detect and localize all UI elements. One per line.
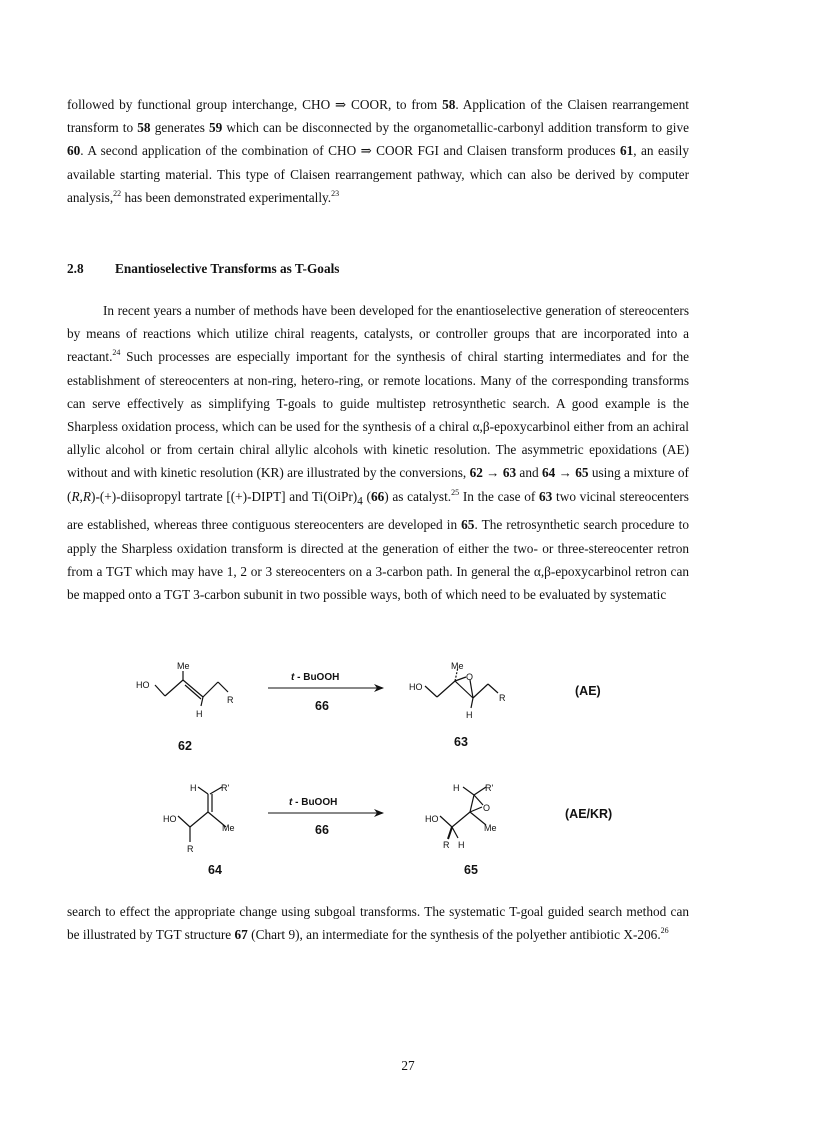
- compound-ref: 65: [575, 465, 589, 481]
- text-run: using a mixture of (: [67, 465, 689, 504]
- text-run: followed by functional group interchange, CHO ⇒ COOR, to from: [67, 97, 443, 112]
- section-number: 2.8: [67, 261, 84, 276]
- atom-ho: HO: [409, 682, 423, 692]
- atom-h: H: [196, 709, 203, 719]
- atom-h: H: [453, 783, 460, 793]
- text-run: has been demonstrated experimentally.: [121, 189, 332, 205]
- paragraph-enantioselective: [67, 299, 689, 606]
- footnote-ref: 25: [451, 487, 460, 497]
- structure-64: [178, 787, 226, 842]
- italic-run: R,R: [71, 488, 92, 504]
- compound-ref: 67: [234, 927, 248, 943]
- atom-h: H: [466, 710, 473, 720]
- structure-63: [425, 667, 498, 708]
- atom-o: O: [466, 672, 474, 682]
- reaction-tag-ae-kr: (AE/KR): [565, 807, 613, 821]
- reagent-label-1: t - BuOOH: [291, 672, 340, 683]
- atom-r: R: [187, 844, 194, 854]
- text-run: In recent years a number of methods have been developed for the enantioselective generation of stereocenters by means of reactions which utilize chiral reagents, catalysts, or controller groups that are incorporated into a reactant.: [67, 303, 689, 365]
- catalyst-label-2: 66: [315, 823, 329, 837]
- structure-65: [440, 787, 486, 839]
- text-run: which can be disconnected by the organometallic-carbonyl addition transform to give: [222, 120, 690, 136]
- text-run: . Application of the Claisen rearrangement transform to: [67, 97, 689, 136]
- atom-r-prime: R': [485, 783, 494, 793]
- compound-ref: 63: [539, 488, 553, 504]
- compound-label-62: 62: [178, 739, 192, 753]
- text-run: →: [482, 465, 503, 481]
- reagent-label-2: t - BuOOH: [289, 797, 338, 808]
- compound-label-64: 64: [208, 863, 222, 877]
- atom-r-prime: R': [221, 783, 230, 793]
- atom-h: H: [458, 840, 465, 850]
- text-run: (: [362, 488, 371, 504]
- text-run: generates: [150, 120, 210, 136]
- footnote-ref: 26: [660, 926, 669, 936]
- compound-ref: 65: [461, 517, 475, 533]
- text-run: and: [516, 465, 542, 481]
- text-run: . The retrosynthetic search procedure to apply the Sharpless oxidation transform is directed at the generation of either the two- or three-stereocenter retron from a TGT which may have 1, 2 or 3 stereocenters on a 3-carbon path. In general the α,β-epoxycarbinol retron can be mapped onto a TGT 3-carbon subunit in two possible ways, both of which need to be evaluated by systematic: [67, 517, 689, 603]
- page-number: 27: [401, 1058, 415, 1073]
- atom-ho: HO: [136, 680, 150, 690]
- reaction-tag-ae: (AE): [575, 684, 601, 698]
- atom-r: R: [499, 693, 506, 703]
- atom-me: Me: [484, 823, 497, 833]
- text-run: . A second application of the combination of CHO ⇒ COOR FGI and Claisen transform produces: [80, 143, 620, 159]
- compound-ref: 64: [541, 465, 556, 481]
- paragraph-search: [67, 900, 689, 946]
- atom-h: H: [190, 783, 197, 793]
- section-heading: [67, 261, 339, 277]
- atom-me: Me: [222, 823, 235, 833]
- compound-label-63: 63: [454, 735, 468, 749]
- structure-62: [155, 671, 228, 706]
- atom-me: Me: [177, 661, 190, 671]
- text-run: )-(+)-diisopropyl tartrate [(+)-DIPT] and Ti(OiPr): [91, 488, 358, 504]
- compound-ref: 58: [137, 120, 151, 136]
- subscript: 4: [357, 495, 363, 508]
- reaction-scheme: [0, 640, 816, 890]
- text-run: →: [555, 465, 576, 481]
- paragraph-claisen: [67, 93, 689, 209]
- compound-ref: 62: [469, 465, 483, 481]
- atom-r: R: [227, 695, 234, 705]
- text-run: , an easily available starting material. This type of Claisen rearrangement pathway, which can also be derived by computer analysis,: [67, 143, 689, 205]
- text-run: In the case of: [459, 488, 539, 504]
- compound-ref: 63: [502, 465, 517, 481]
- compound-ref: 66: [370, 488, 385, 504]
- atom-ho: HO: [163, 814, 177, 824]
- compound-ref: 60: [67, 143, 81, 159]
- text-run: (Chart 9), an intermediate for the synthesis of the polyether antibiotic X-206.: [247, 927, 661, 943]
- atom-o: O: [483, 803, 491, 813]
- atom-ho: HO: [425, 814, 439, 824]
- compound-label-65: 65: [464, 863, 478, 877]
- text-run: two vicinal stereocenters are established, whereas three contiguous stereocenters are developed in: [67, 488, 689, 533]
- compound-ref: 58: [442, 97, 456, 112]
- atom-me: Me: [451, 661, 464, 671]
- atom-r: R: [443, 840, 450, 850]
- footnote-ref: 23: [331, 188, 340, 198]
- text-run: Such processes are especially important for the synthesis of chiral starting intermediates and for the establishment of stereocenters at non-ring, hetero-ring, or remote locations. Many of the corresponding transforms can serve effectively as simplifying T-goals to guide multistep retrosynthetic search. A good example is the Sharpless oxidation process, which can be used for the synthesis of a chiral α,β-epoxycarbinol either from an achiral allylic alcohol or from certain chiral allylic alcohols with kinetic resolution. The asymmetric epoxidations (AE) without and with kinetic resolution (KR) are illustrated by the conversions,: [67, 349, 689, 481]
- compound-ref: 61: [619, 143, 634, 159]
- text-run: search to effect the appropriate change using subgoal transforms. The systematic T-goal guided search method can be illustrated by TGT structure: [67, 904, 689, 943]
- catalyst-label-1: 66: [315, 699, 329, 713]
- footnote-ref: 22: [113, 188, 122, 198]
- text-run: ) as catalyst.: [384, 488, 452, 504]
- section-title: Enantioselective Transforms as T-Goals: [115, 261, 340, 276]
- footnote-ref: 24: [112, 348, 121, 358]
- compound-ref: 59: [209, 120, 223, 136]
